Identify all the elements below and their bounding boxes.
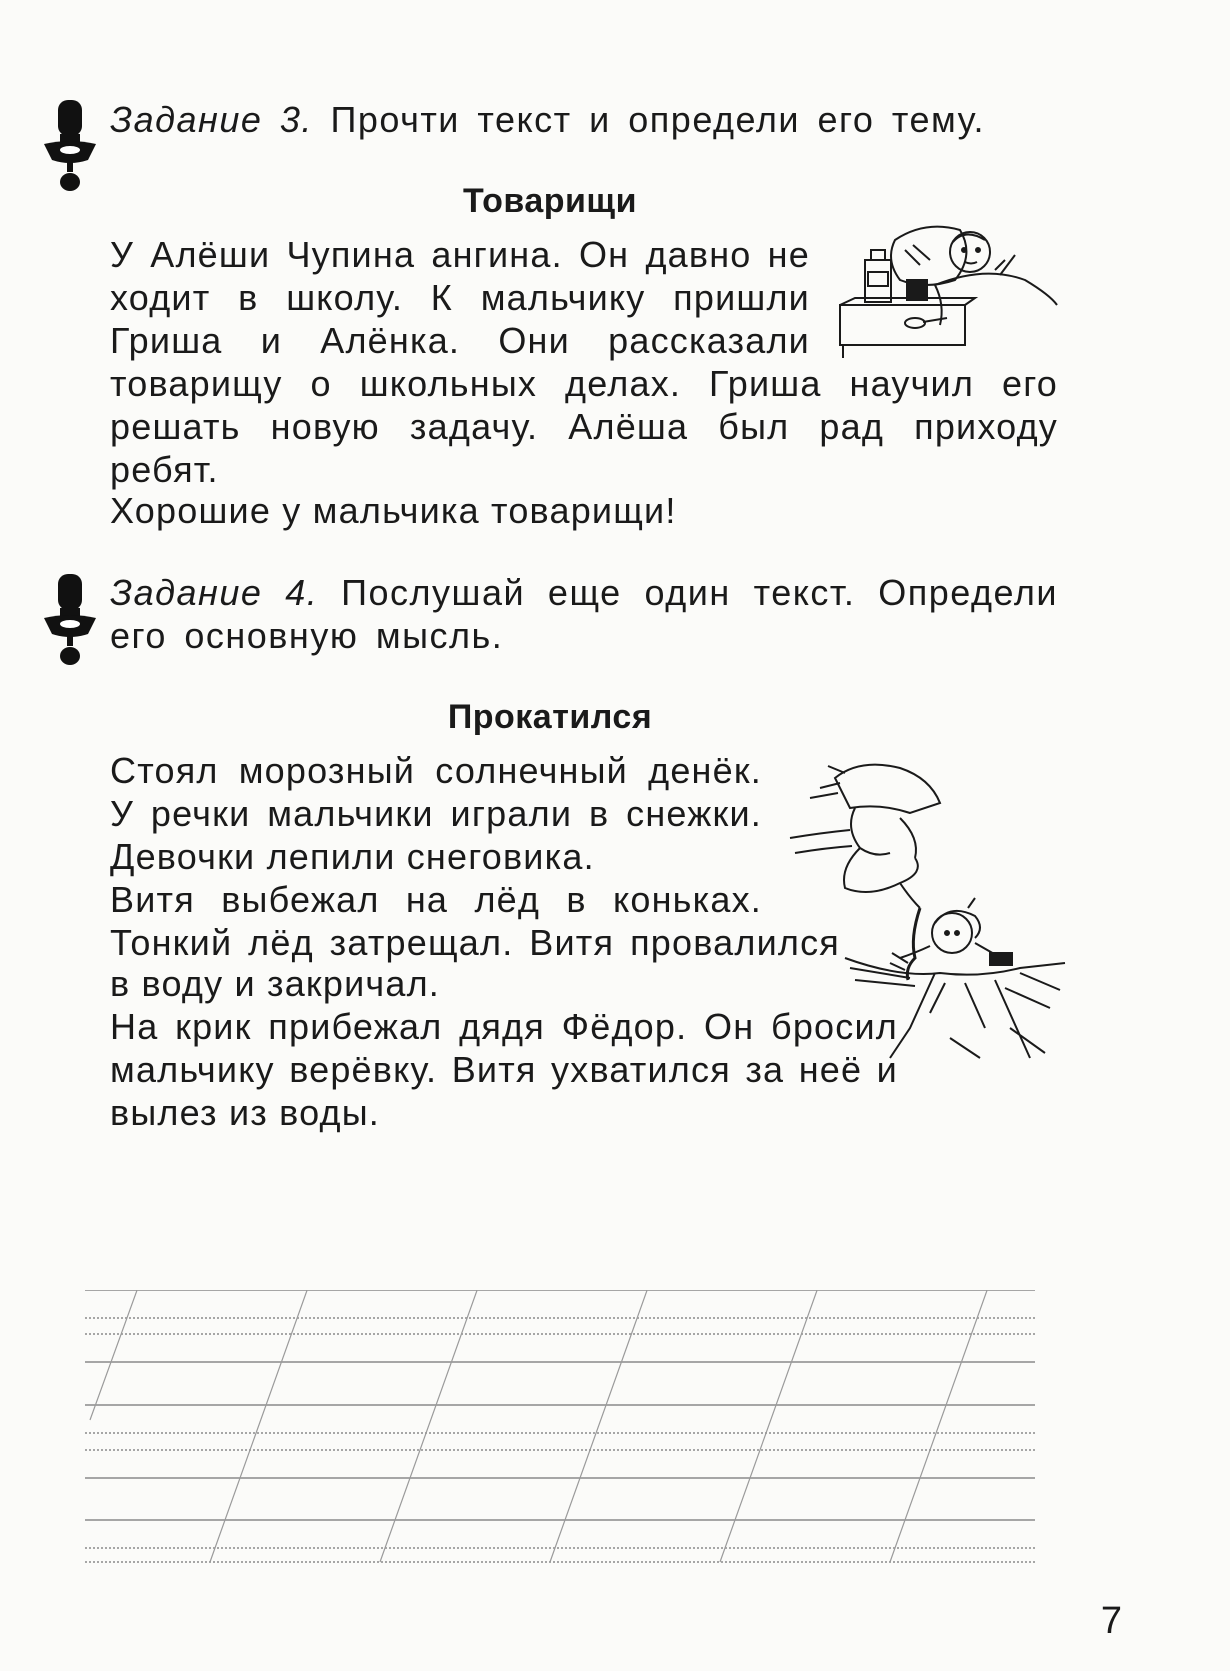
task-4-instruction-continued: его основную мысль. bbox=[110, 615, 504, 656]
story-1-line: Гриша и Алёнка. Они рассказали bbox=[110, 320, 810, 361]
story-1-line: ребят. bbox=[110, 449, 219, 490]
story-1-line: товарищу о школьных делах. Гриша научил его bbox=[110, 363, 1058, 404]
listen-icon bbox=[40, 572, 100, 682]
story-2-line: Тонкий лёд затрещал. Витя провалился bbox=[110, 922, 840, 963]
task-3-instruction: Прочти текст и определи его тему. bbox=[330, 99, 986, 140]
story-2-line: Стоял морозный солнечный денёк. bbox=[110, 750, 762, 791]
listen-icon bbox=[40, 98, 100, 208]
story-2-line: в воду и закричал. bbox=[110, 963, 440, 1004]
story-1-line: Хорошие у мальчика товарищи! bbox=[110, 490, 677, 531]
story-2-line: У речки мальчики играли в снежки. bbox=[110, 793, 762, 834]
task-3-label: Задание 3. bbox=[110, 99, 313, 140]
story-2-line: вылез из воды. bbox=[110, 1092, 380, 1133]
story-1-line: ходит в школу. К мальчику пришли bbox=[110, 277, 810, 318]
story-2-line: Витя выбежал на лёд в коньках. bbox=[110, 879, 762, 920]
story-1-title: Товарищи bbox=[462, 182, 638, 220]
story-1-line: У Алёши Чупина ангина. Он давно не bbox=[110, 234, 810, 275]
task-4-instruction: Послушай еще один текст. Определи bbox=[341, 572, 1058, 613]
story-2-line: мальчику верёвку. Витя ухватился за неё и bbox=[110, 1049, 898, 1090]
story-2-line: На крик прибежал дядя Фёдор. Он бросил bbox=[110, 1006, 898, 1047]
ice-rescue-illustration bbox=[780, 758, 1070, 1063]
story-1-line: решать новую задачу. Алёша был рад приходу bbox=[110, 406, 1058, 447]
handwriting-lines bbox=[85, 1290, 1105, 1580]
page-number: 7 bbox=[1100, 1600, 1122, 1642]
task-3 bbox=[110, 98, 1110, 142]
task-4-label: Задание 4. bbox=[110, 572, 319, 613]
task-4 bbox=[110, 571, 1058, 615]
sick-boy-in-bed-illustration bbox=[835, 210, 1060, 360]
story-2-line: Девочки лепили снеговика. bbox=[110, 836, 595, 877]
story-2-title: Прокатился bbox=[447, 698, 653, 736]
